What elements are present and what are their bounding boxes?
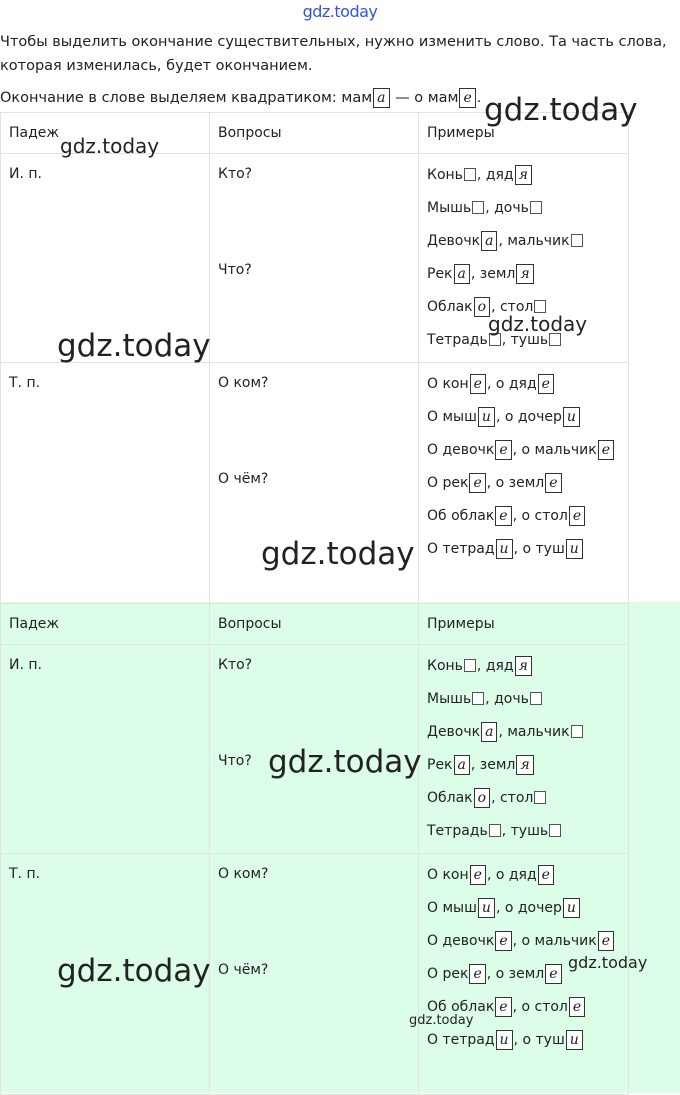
separator: , [485,691,495,707]
separator: , [491,299,500,315]
ending-box: е [545,964,561,984]
word-stem: о дочер [504,900,562,916]
table [0,603,629,1095]
ending-box: и [563,898,580,918]
watermark: gdz.today [60,134,160,158]
example-item [427,820,628,853]
word-stem: Облак [427,790,473,806]
word-stem: стол [499,299,534,315]
ending-box: е [569,997,585,1017]
separator: , [498,724,508,740]
word-stem: о туш [522,541,565,557]
word-stem: О девочк [427,442,495,458]
question-label: Что? [218,753,252,769]
declension-table [0,603,627,1095]
question-label: Кто? [218,657,253,673]
example-item [427,538,628,571]
word-stem: мальчик [507,724,570,740]
rule-label: — о мам [390,90,459,106]
example-item [427,655,628,688]
word-stem: дяд [485,167,514,183]
column-header: Падеж [1,604,210,645]
word-stem: земл [479,757,516,773]
ending-box: и [478,407,495,427]
examples-cell [419,363,629,604]
ending-box: и [496,1030,513,1050]
word-stem: Конь [427,167,463,183]
ending-box: и [478,898,495,918]
word-stem: О тетрад [427,541,495,557]
column-header: Падеж [1,113,210,154]
word-stem: о стол [521,999,568,1015]
separator: , [501,823,511,839]
questions-cell [210,154,419,363]
example-item [427,373,628,406]
separator: , [486,475,496,491]
example-item [427,1029,628,1062]
word-stem: о дяд [495,376,537,392]
separator: , [486,966,496,982]
rule-label: Окончание в слове выделяем квадратиком: мам [0,90,373,106]
word-stem: Рек [427,757,453,773]
ending-box: и [566,539,583,559]
ending-box: я [515,656,532,676]
word-stem: О рек [427,475,469,491]
word-stem: Мышь [427,200,472,216]
site-logo[interactable]: gdz.today [302,2,378,21]
ending-box: е [495,440,511,460]
watermark: gdz.today [57,953,211,989]
ending-box: о [474,788,490,808]
word-stem: тушь [510,823,549,839]
word-stem: Рек [427,266,453,282]
example-item [427,505,628,538]
word-stem: О кон [427,867,469,883]
separator: , [495,409,505,425]
question-label: О чём? [218,962,269,978]
ending-box: и [563,407,580,427]
example-item [427,721,628,754]
ending-box: а [481,722,497,742]
word-stem: о стол [521,508,568,524]
watermark: gdz.today [268,744,422,780]
example-item [427,164,628,197]
word-stem: О мыш [427,409,477,425]
separator: , [512,999,522,1015]
separator: , [485,200,495,216]
word-stem: о земл [495,475,545,491]
ending-box: е [469,473,485,493]
example-item [427,263,628,296]
empty-ending-box [489,824,501,837]
separator: , [495,900,505,916]
word-stem: о мальчик [521,442,597,458]
column-header: Вопросы [210,604,419,645]
case-label: Т. п. [9,375,41,391]
watermark: gdz.today [568,953,648,972]
separator: , [513,541,523,557]
rule-text [0,88,481,108]
word-stem: О тетрад [427,1032,495,1048]
question-label: Кто? [218,166,253,182]
table-header-row [1,604,629,645]
separator: , [512,933,522,949]
ending-box: е [469,964,485,984]
separator: , [491,790,500,806]
intro-line: Чтобы выделить окончание существительных, нужно изменить слово. Та часть слова, [0,34,667,50]
case-cell [1,363,210,604]
ending-box: е [598,440,614,460]
word-stem: тушь [510,332,549,348]
ending-box: и [496,539,513,559]
word-stem: О мыш [427,900,477,916]
separator: , [513,1032,523,1048]
ending-box: а [373,88,389,108]
question-label: Что? [218,262,252,278]
question-label: О чём? [218,471,269,487]
separator: , [470,266,480,282]
word-stem: стол [499,790,534,806]
example-item [427,230,628,263]
word-stem: Девочк [427,724,481,740]
watermark: gdz.today [57,328,211,364]
question-label: О ком? [218,866,269,882]
word-stem: Девочк [427,233,481,249]
separator: , [486,867,496,883]
intro-line: которая изменилась, будет окончанием. [0,58,313,74]
ending-box: и [566,1030,583,1050]
separator: , [476,167,486,183]
case-cell [1,645,210,854]
word-stem: Мышь [427,691,472,707]
ending-box: я [516,755,533,775]
word-stem: дяд [485,658,514,674]
ending-box: е [598,931,614,951]
ending-box: а [454,264,470,284]
empty-ending-box [464,168,476,181]
word-stem: О девочк [427,933,495,949]
word-stem: О кон [427,376,469,392]
example-item [427,197,628,230]
example-item [427,439,628,472]
word-stem: о дочер [504,409,562,425]
case-label: И. п. [9,657,42,673]
ending-box: о [474,297,490,317]
ending-box: е [495,997,511,1017]
rule-label: . [476,90,482,106]
ending-box: е [495,506,511,526]
watermark: gdz.today [261,536,415,572]
watermark: gdz.today [488,312,588,336]
separator: , [512,508,522,524]
separator: , [498,233,508,249]
example-item [427,472,628,505]
ending-box: е [495,931,511,951]
word-stem: о дяд [495,867,537,883]
ending-box: е [470,374,486,394]
column-header: Примеры [419,604,629,645]
intro-text [0,30,680,78]
ending-box: е [538,374,554,394]
word-stem: о туш [522,1032,565,1048]
case-label: Т. п. [9,866,41,882]
ending-box: я [516,264,533,284]
empty-ending-box [534,300,546,313]
example-item [427,754,628,787]
empty-ending-box [549,824,561,837]
column-header: Вопросы [210,113,419,154]
watermark: gdz.today [484,92,638,128]
empty-ending-box [530,692,542,705]
word-stem: Конь [427,658,463,674]
word-stem: земл [479,266,516,282]
question-label: О ком? [218,375,269,391]
examples-cell [419,645,629,854]
ending-box: е [470,865,486,885]
word-stem: о мальчик [521,933,597,949]
ending-box: е [569,506,585,526]
ending-box: е [545,473,561,493]
ending-box: е [538,865,554,885]
word-stem: дочь [494,691,529,707]
example-item [427,787,628,820]
word-stem: Об облак [427,508,495,524]
ending-box: а [481,231,497,251]
ending-box: а [454,755,470,775]
column-header: Примеры [419,113,629,154]
separator: , [486,376,496,392]
questions-cell [210,854,419,1095]
separator: , [501,332,511,348]
word-stem: Тетрадь [427,823,488,839]
word-stem: дочь [494,200,529,216]
empty-ending-box [571,234,583,247]
example-item [427,864,628,897]
ending-box: я [515,165,532,185]
example-item [427,897,628,930]
separator: , [512,442,522,458]
empty-ending-box [472,692,484,705]
word-stem: о земл [495,966,545,982]
ending-box: е [459,88,475,108]
separator: , [470,757,480,773]
empty-ending-box [464,659,476,672]
word-stem: Тетрадь [427,332,488,348]
empty-ending-box [472,201,484,214]
word-stem: мальчик [507,233,570,249]
case-label: И. п. [9,166,42,182]
word-stem: Облак [427,299,473,315]
word-stem: Об облак [427,999,495,1015]
word-stem: О рек [427,966,469,982]
examples-cell [419,854,629,1095]
empty-ending-box [571,725,583,738]
example-item [427,406,628,439]
watermark: gdz.today [409,1013,474,1028]
empty-ending-box [530,201,542,214]
empty-ending-box [534,791,546,804]
example-item [427,688,628,721]
separator: , [476,658,486,674]
